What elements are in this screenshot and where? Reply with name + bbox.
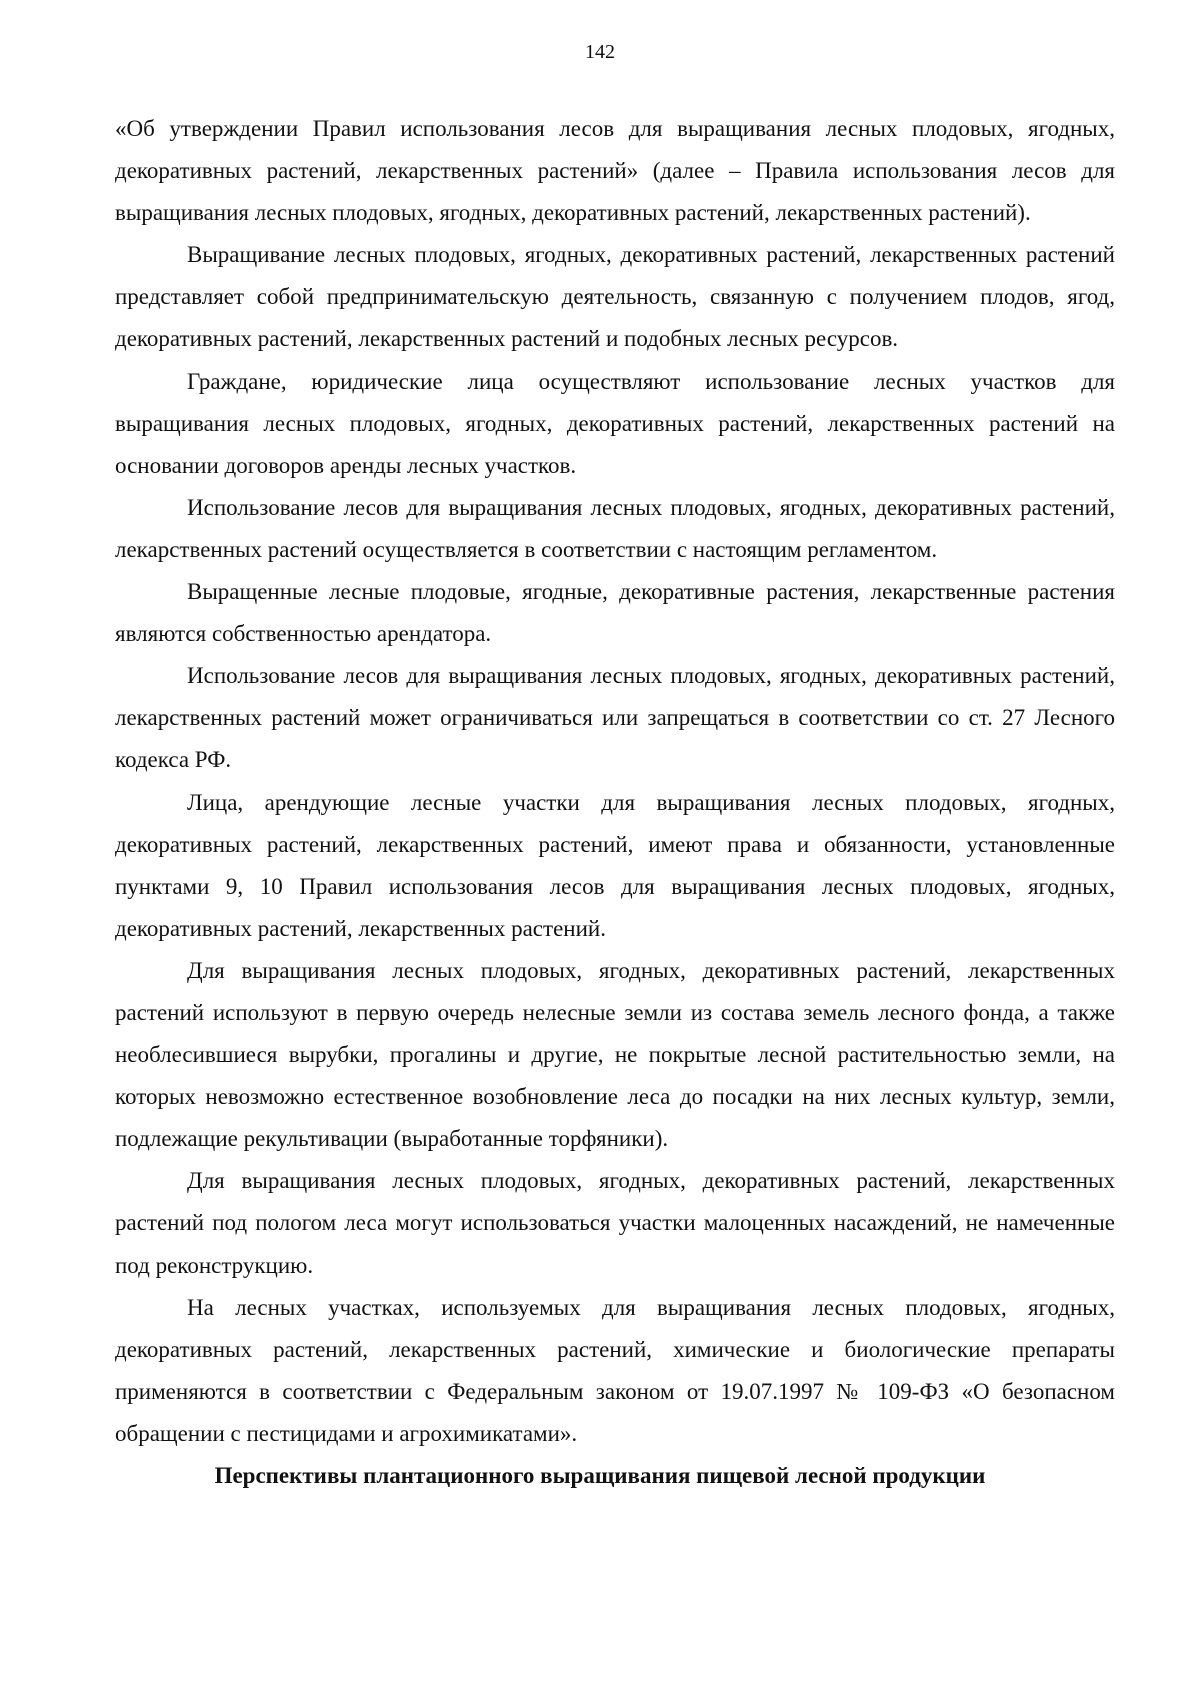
- page-number: 142: [585, 41, 615, 63]
- paragraph: Лица, арендующие лесные участки для выращивания лесных плодовых, ягодных, декоративных растений, лекарственных растений, имеют права и обязанности, установленные пунктами 9, 10 Правил использования лесов для выращивания лесных плодовых, ягодных, декоративных растений, лекарственных растений.: [115, 789, 1115, 941]
- paragraph: Граждане, юридические лица осуществляют использование лесных участков для выращивания лесных плодовых, ягодных, декоративных растений, лекарственных растений на основании договоров аренды лесных участков.: [115, 368, 1115, 478]
- paragraph: Для выращивания лесных плодовых, ягодных, декоративных растений, лекарственных растений используют в первую очередь нелесные земли из состава земель лесного фонда, а также необлесившиеся вырубки, прогалины и другие, не покрытые лесной растительностью земли, на которых невозможно естественное возобновление леса до посадки на них лесных культур, земли, подлежащие рекультивации (выработанные торфяники).: [115, 957, 1115, 1152]
- paragraph: Выращенные лесные плодовые, ягодные, декоративные растения, лекарственные растения являются собственностью арендатора.: [115, 579, 1115, 647]
- section-heading: Перспективы плантационного выращивания пищевой лесной продукции: [214, 1463, 986, 1488]
- paragraph: Для выращивания лесных плодовых, ягодных, декоративных растений, лекарственных растений под пологом леса могут использоваться участки малоценных насаждений, не намеченные под реконструкцию.: [115, 1168, 1115, 1278]
- paragraph: Использование лесов для выращивания лесных плодовых, ягодных, декоративных растений, лекарственных растений осуществляется в соответствии с настоящим регламентом.: [115, 494, 1115, 562]
- paragraph: Выращивание лесных плодовых, ягодных, декоративных растений, лекарственных растений представляет собой предпринимательскую деятельность, связанную с получением плодов, ягод, декоративных растений, лекарственных растений и подобных лесных ресурсов.: [115, 242, 1115, 352]
- paragraph-continued: «Об утверждении Правил использования лесов для выращивания лесных плодовых, ягодных, декоративных растений, лекарственных растений» (далее – Правила использования лесов для выращивания лесных плодовых, ягодных, декоративных растений, лекарственных растений).: [115, 116, 1115, 226]
- document-body: [115, 108, 1115, 1455]
- paragraph: Использование лесов для выращивания лесных плодовых, ягодных, декоративных растений, лекарственных растений может ограничиваться или запрещаться в соответствии со ст. 27 Лесного кодекса РФ.: [115, 663, 1115, 773]
- paragraph: На лесных участках, используемых для выращивания лесных плодовых, ягодных, декоративных растений, лекарственных растений, химические и биологические препараты применяются в соответствии с Федеральным законом от 19.07.1997 № 109-ФЗ «О безопасном обращении с пестицидами и агрохимикатами».: [115, 1294, 1115, 1446]
